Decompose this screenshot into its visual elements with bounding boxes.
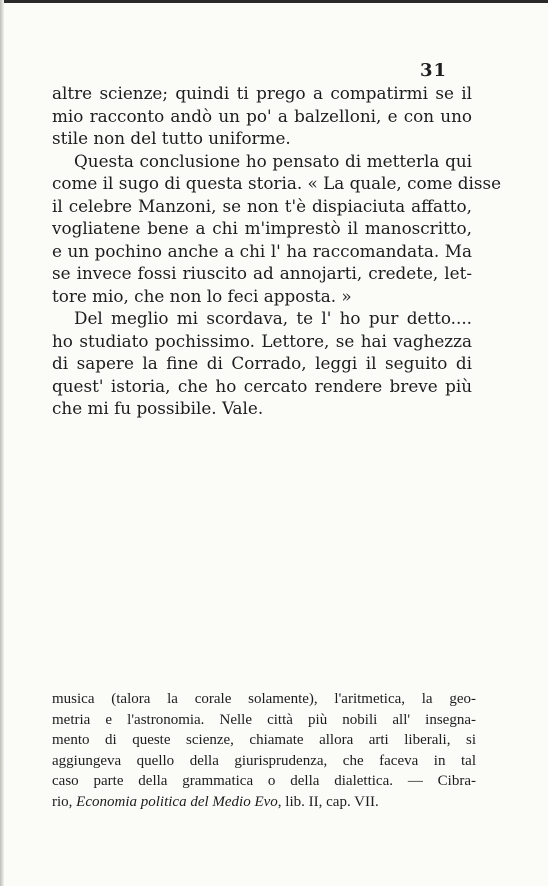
text-line: Del meglio mi scordava, te l' ho pur detto....	[74, 308, 472, 328]
page-edge-shadow	[0, 0, 4, 886]
footnote-text: aggiungeva quello della giurisprudenza, che faceva in tal	[52, 752, 476, 769]
text-line: vogliatene bene a chi m'imprestò il manoscritto,	[52, 218, 472, 238]
footnote-text: metria e l'astronomia. Nelle città più nobili all' insegna-	[52, 711, 476, 728]
text-line: altre scienze; quindi ti prego a compatirmi se il	[52, 83, 472, 103]
footnote-text: rio,	[52, 793, 77, 810]
top-rule	[0, 0, 548, 3]
text-line: mio racconto andò un po' a balzelloni, e con uno	[52, 105, 472, 126]
book-title-italic: Economia politica del Medio Evo	[76, 793, 278, 810]
text-line: stile non del tutto uniforme.	[52, 128, 291, 148]
citation-text: , lib. II, cap. VII.	[277, 793, 379, 810]
footnote	[52, 689, 476, 812]
footnote-line	[52, 792, 476, 813]
footnote-line	[52, 689, 476, 710]
text-line: come il sugo di questa storia. « La quale, come disse	[52, 173, 502, 193]
text-line: ho studiato pochissimo. Lettore, se hai vaghezza	[52, 330, 472, 351]
footnote-text: mento di queste scienze, chiamate allora arti liberali, si	[52, 732, 476, 748]
main-text	[52, 82, 502, 420]
text-line: e un pochino anche a chi l' ha raccomandata. Ma	[52, 240, 472, 261]
footnote-line	[52, 730, 476, 751]
text-line: se invece fossi riuscito ad annojarti, credete, let-	[52, 263, 472, 283]
footnote-text: musica (talora la corale solamente), l'aritmetica, la geo-	[52, 691, 476, 707]
text-line: che mi fu possibile. Vale.	[52, 398, 264, 418]
footnote-line	[52, 751, 476, 772]
footnote-text: caso parte della grammatica o della dialettica. — Cibra-	[52, 773, 476, 789]
text-line: il celebre Manzoni, se non t'è dispiaciuta affatto,	[52, 195, 472, 216]
text-line: Questa conclusione ho pensato di metterla qui	[74, 150, 472, 171]
footnote-line	[52, 710, 476, 731]
text-line: tore mio, che non lo feci apposta. »	[52, 285, 352, 306]
text-line: quest' istoria, che ho cercato rendere breve più	[52, 375, 472, 396]
page-number: 31	[420, 60, 448, 81]
text-line: di sapere la fine di Corrado, leggi il seguito di	[52, 353, 472, 373]
footnote-line	[52, 771, 476, 792]
